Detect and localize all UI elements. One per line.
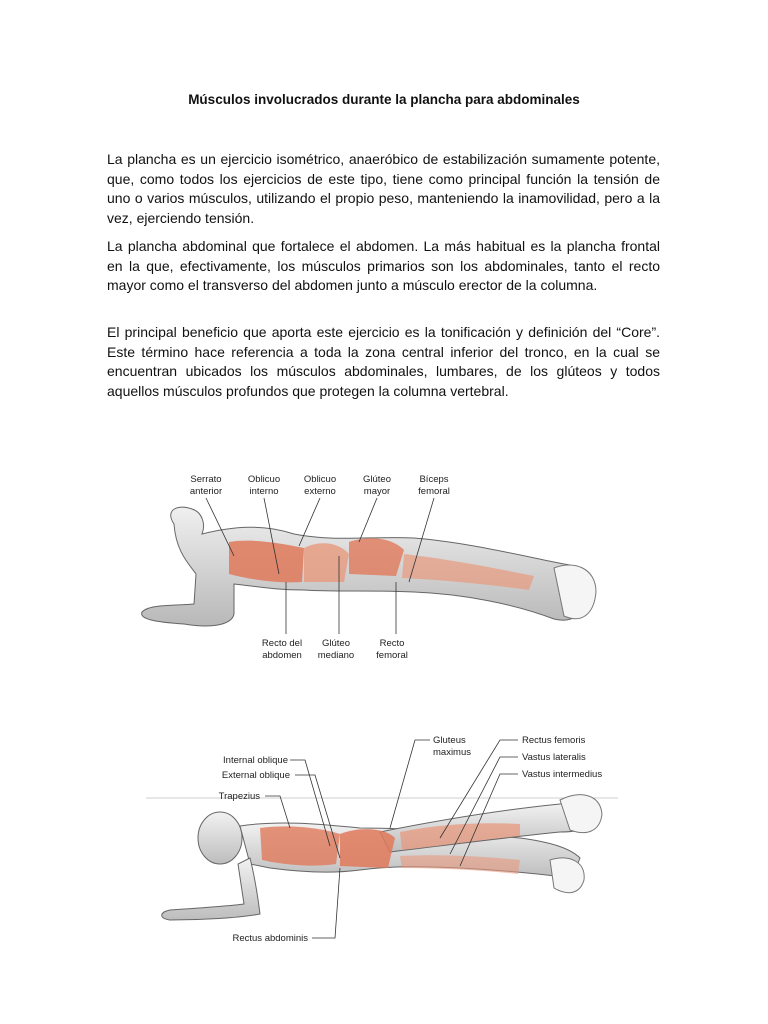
label-oblicuo-interno-l1: Oblicuo <box>247 474 281 485</box>
document-title: Músculos involucrados durante la plancha para abdominales <box>188 92 580 107</box>
plank-illustration-1 <box>134 464 602 666</box>
label-gluteus-maximus-l2: maximus <box>433 747 472 758</box>
label-rectus-abdominis: Rectus abdominis <box>232 933 308 944</box>
label-gluteo-mayor-l1: Glúteo <box>363 474 391 485</box>
label-vastus-lateralis: Vastus lateralis <box>522 752 586 763</box>
paragraph-1: La plancha es un ejercicio isométrico, anaeróbico de estabilización sumamente potente, que, como todos los ejercicios de este tipo, tiene como principal función la tensión de uno o varios músculos, utilizando el propio peso, manteniendo la inamovilidad, pero a la vez, ejerciendo tensión. <box>107 151 660 226</box>
label-gluteo-mediano-l1: Glúteo <box>322 638 350 649</box>
label-gluteo-mediano-l2: mediano <box>317 650 355 661</box>
label-oblicuo-externo-l1: Oblicuo <box>303 474 337 485</box>
plank-body-figure-1 <box>142 507 596 626</box>
plank-body-figure-2 <box>162 795 602 920</box>
label-oblicuo-interno-l2: interno <box>249 486 279 497</box>
label-oblicuo-externo-l2: externo <box>304 486 336 497</box>
label-recto-abdomen-l2: abdomen <box>262 650 302 661</box>
figure1-bottom-labels <box>262 638 408 661</box>
label-biceps-femoral-l1: Bíceps <box>419 474 449 485</box>
figure1-top-labels <box>190 474 450 497</box>
paragraph-3: El principal beneficio que aporta este ejercicio es la tonificación y definición del “Core”. Este término hace referencia a toda la zona central inferior del tronco, en la cual se encuentran ubicados los músculos abdominales, lumbares, de los glúteos y todos aquellos músculos profundos que protegen la columna vertebral. <box>107 324 660 399</box>
label-gluteo-mayor-l2: mayor <box>363 486 391 497</box>
label-gluteus-maximus-l1: Gluteus <box>433 735 466 746</box>
label-recto-femoral-l1: Recto <box>379 638 405 649</box>
label-serrato-anterior-l1: Serrato <box>190 474 222 485</box>
label-rectus-femoris: Rectus femoris <box>522 735 586 746</box>
paragraph-2: La plancha abdominal que fortalece el abdomen. La más habitual es la plancha frontal en la que, efectivamente, los músculos primarios son los abdominales, tanto el recto mayor como el transverso del abdomen junto a músculo erector de la columna. <box>107 238 660 293</box>
label-trapezius: Trapezius <box>218 791 260 802</box>
label-internal-oblique: Internal oblique <box>223 755 288 766</box>
label-recto-abdomen-l1: Recto del <box>261 638 303 649</box>
label-biceps-femoral-l2: femoral <box>418 486 450 497</box>
plank-illustration-2 <box>140 728 622 960</box>
label-recto-femoral-l2: femoral <box>376 650 408 661</box>
label-vastus-intermedius: Vastus intermedius <box>522 769 603 780</box>
label-serrato-anterior-l2: anterior <box>189 486 223 497</box>
label-external-oblique: External oblique <box>221 770 290 781</box>
